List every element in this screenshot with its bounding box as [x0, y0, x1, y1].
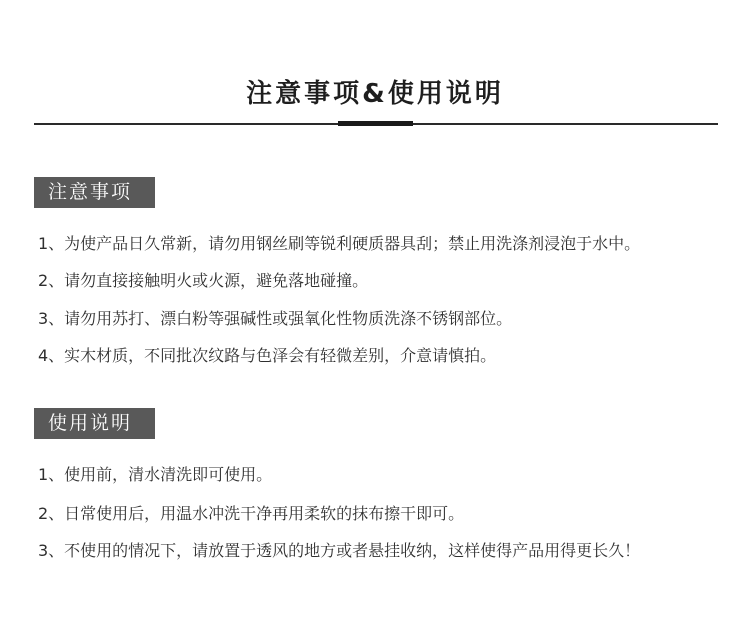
usage-item-3: 3、不使用的情况下，请放置于透风的地方或者悬挂收纳，这样使得产品用得更长久！: [38, 541, 641, 560]
section-label-notes: 注意事项: [34, 177, 155, 208]
section-label-usage: 使用说明: [34, 408, 155, 439]
notes-item-4: 4、实木材质，不同批次纹路与色泽会有轻微差别，介意请慎拍。: [38, 346, 497, 365]
usage-item-1: 1、使用前，清水清洗即可使用。: [38, 465, 273, 484]
title-divider-accent: [338, 121, 413, 126]
page-title: 注意事项&使用说明: [246, 79, 504, 109]
notes-item-3: 3、请勿用苏打、漂白粉等强碱性或强氧化性物质洗涤不锈钢部位。: [38, 309, 513, 328]
usage-item-2: 2、日常使用后，用温水冲洗干净再用柔软的抹布擦干即可。: [38, 504, 465, 523]
notes-item-2: 2、请勿直接接触明火或火源，避免落地碰撞。: [38, 271, 369, 290]
notes-item-1: 1、为使产品日久常新，请勿用钢丝刷等锐利硬质器具刮；禁止用洗涤剂浸泡于水中。: [38, 234, 641, 253]
